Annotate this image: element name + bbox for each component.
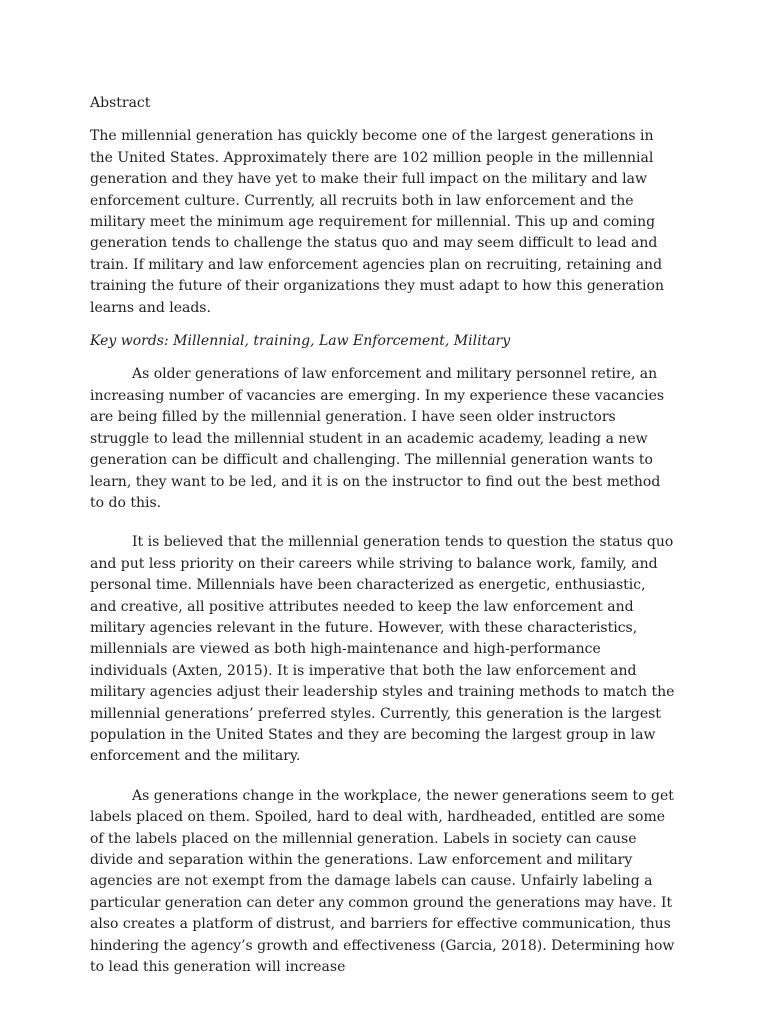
keywords-line: Key words: Millennial, training, Law Enforcement, Military	[90, 333, 511, 350]
body-paragraph-1: As older generations of law enforcement and military personnel retire, an increasing number of vacancies are emerging. In my experience these vacancies are being filled by the millennial generation. I have seen older instructors struggle to lead the millennial student in an academic academy, leading a new generation can be difficult and challenging. The millennial generation wants to learn, they want to be led, and it is on the instructor to find out the best method to do this.	[90, 366, 665, 511]
document-page	[90, 93, 676, 996]
abstract-paragraph: The millennial generation has quickly become one of the largest generations in the United States. Approximately there are 102 million people in the millennial generation and they have yet to make their full impact on the military and law enforcement culture. Currently, all recruits both in law enforcement and the military meet the minimum age requirement for millennial. This up and coming generation tends to challenge the status quo and may seem difficult to lead and train. If military and law enforcement agencies plan on recruiting, retaining and training the future of their organizations they must adapt to how this generation learns and leads.	[90, 128, 664, 316]
body-paragraph-3: As generations change in the workplace, the newer generations seem to get labels placed on them. Spoiled, hard to deal with, hardheaded, entitled are some of the labels placed on the millennial generation. Labels in society can cause divide and separation within the generations. Law enforcement and military agencies are not exempt from the damage labels can cause. Unfairly labeling a particular generation can deter any common ground the generations may have. It also creates a platform of distrust, and barriers for effective communication, thus hindering the agency’s growth and effectiveness (Garcia, 2018). Determining how to lead this generation will increase	[90, 787, 675, 976]
abstract-heading: Abstract	[90, 95, 151, 111]
body-paragraph-2: It is believed that the millennial generation tends to question the status quo and put less priority on their careers while striving to balance work, family, and personal time. Millennials have been characterized as energetic, enthusiastic, and creative, all positive attributes needed to keep the law enforcement and military agencies relevant in the future. However, with these characteristics, millennials are viewed as both high-maintenance and high-performance individuals (Axten, 2015). It is imperative that both the law enforcement and military agencies adjust their leadership styles and training methods to match the millennial generations’ preferred styles. Currently, this generation is the largest population in the United States and they are becoming the largest group in law enforcement and the military.	[90, 534, 675, 765]
